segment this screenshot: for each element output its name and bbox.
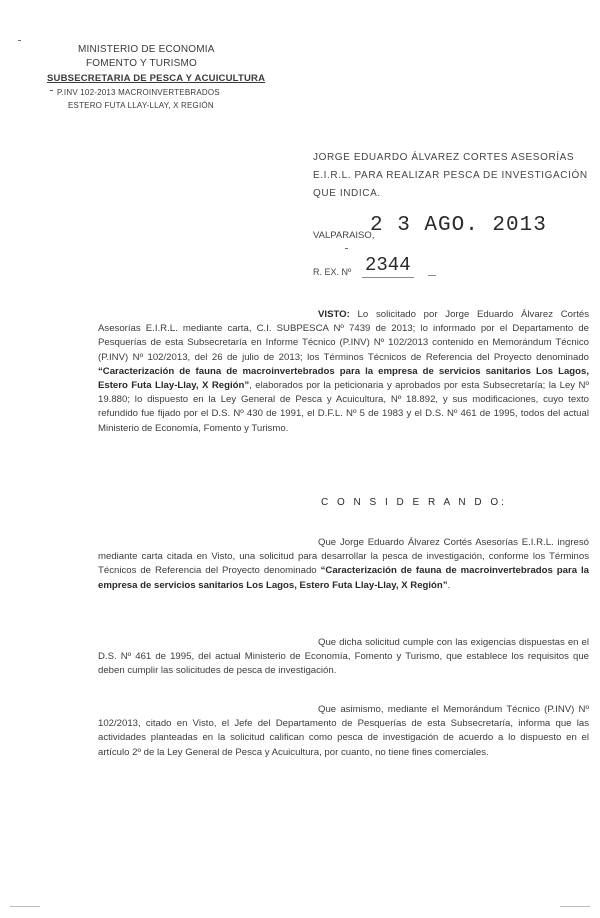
resolution-underline — [362, 277, 414, 278]
visto-text: , elaborados por la peticionaria y aprobados por esta Subsecretaría; la Ley Nº 19.880; lo dispuesto en la Ley General de Pesca y Acuicultura, Nº 18.892, y sus modificaciones, cuyo texto refundido fue fijado por el D.S. Nº 430 de 1991, el D.F.L. Nº 5 de 1983 y el D.S. Nº 461 de 1995, todos del actual Ministerio de Economía, Fomento y Turismo. — [98, 380, 589, 434]
project-title: “Caracterización de fauna de macroinvertebrados para la empresa de servicios sanitarios Los Lagos, Estero Futa Llay-Llay, X Región” — [98, 365, 589, 392]
subject-line: QUE INDICA. — [313, 188, 381, 199]
undersecretariat-name: SUBSECRETARIA DE PESCA Y ACUICULTURA — [47, 73, 266, 84]
scan-edge-mark — [10, 906, 40, 907]
considerando-heading: C O N S I D E R A N D O: — [321, 497, 507, 508]
subject-line: E.I.R.L. PARA REALIZAR PESCA DE INVESTIGACIÓN — [313, 170, 588, 181]
scan-mark — [428, 275, 436, 276]
visto-paragraph — [98, 308, 589, 436]
scan-mark — [50, 90, 53, 91]
ministry-name-line2: FOMENTO Y TURISMO — [86, 58, 198, 69]
subject-block — [313, 149, 593, 203]
date-stamp: 2 3 AGO. 2013 — [370, 214, 547, 237]
project-title: “Caracterización de fauna de macroinvertebrados para la empresa de servicios sanitarios Los Lagos, Estero Futa Llay-Llay, X Región” — [98, 565, 589, 591]
paragraph-text: . — [447, 579, 451, 591]
visto-label: VISTO: — [318, 309, 350, 320]
scan-edge-mark — [560, 906, 590, 907]
scan-mark — [18, 40, 21, 41]
resolution-label: R. EX. Nº — [313, 267, 352, 277]
subject-line: JORGE EDUARDO ÁLVAREZ CORTES ASESORÍAS — [313, 152, 575, 163]
ministry-name-line1: MINISTERIO DE ECONOMIA — [78, 44, 215, 55]
considerando-paragraph-2: Que dicha solicitud cumple con las exigencias dispuestas en el D.S. Nº 461 de 1995, del actual Ministerio de Economía, Fomento y Turismo, que establece los requisitos que deben cumplir las solicitudes de pesca de investigación. — [98, 637, 589, 677]
place-label: VALPARAISO, — [313, 230, 375, 241]
scan-mark — [345, 248, 348, 249]
considerando-paragraph-3: Que asimismo, mediante el Memorándum Técnico (P.INV) Nº 102/2013, citado en Visto, el Jefe del Departamento de Pesquerías de esta Subsecretaría, informa que las actividades planteadas en la solicitud califican como pesca de investigación de acuerdo a lo dispuesto en el artículo 2º de la Ley General de Pesca y Acuicultura, por cuanto, no tiene fines comerciales. — [98, 704, 589, 758]
considerando-paragraph-1 — [98, 536, 589, 593]
reference-line2: ESTERO FUTA LLAY-LLAY, X REGIÓN — [68, 101, 214, 110]
resolution-number: 2344 — [365, 254, 411, 276]
paragraph-text: Que Jorge Eduardo Álvarez Cortés Asesorías E.I.R.L. ingresó mediante carta citada en Visto, una solicitud para desarrollar la pesca de investigación, conforme los Términos Técnicos de Referencia del Proyecto denominado — [98, 537, 589, 577]
reference-line1: P.INV 102-2013 MACROINVERTEBRADOS — [57, 88, 220, 97]
visto-text: Lo solicitado por Jorge Eduardo Álvarez Cortés Asesorías E.I.R.L. mediante carta, C.I. SUBPESCA Nº 7439 de 2013; lo informado por el Departamento de Pesquerías de esta Subsecretaría en Informe Técnico (P.INV) Nº 102/2013 contenido en Memorándum Técnico (P.INV) Nº 102/2013, del 26 de julio de 2013; los Términos Técnicos de Referencia del Proyecto denominado — [98, 309, 589, 363]
